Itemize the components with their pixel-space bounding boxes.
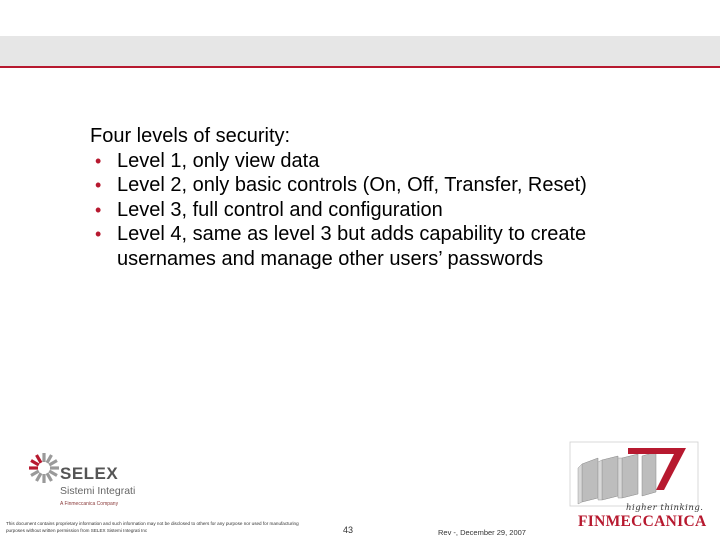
- bullet-text: Level 2, only basic controls (On, Off, Transfer, Reset): [117, 174, 587, 196]
- bullet-list: [90, 149, 610, 272]
- bullet-icon: •: [95, 199, 102, 220]
- bullet-icon: •: [95, 150, 102, 171]
- selex-subtitle: Sistemi Integrati: [60, 485, 136, 497]
- list-item: [90, 198, 610, 223]
- list-item: [90, 173, 610, 198]
- slide-body: [90, 124, 610, 271]
- slide-intro: Four levels of security:: [90, 125, 291, 147]
- bullet-icon: •: [95, 175, 102, 195]
- header-band: [0, 36, 720, 68]
- bullet-icon: •: [95, 224, 102, 244]
- finmeccanica-wordmark: FINMECCANICA: [578, 513, 707, 530]
- selex-tagline: A Finmeccanica Company: [60, 501, 119, 507]
- list-item: [90, 222, 610, 271]
- bullet-text: Level 1, only view data: [117, 149, 320, 172]
- bullet-text: Level 4, same as level 3 but adds capability to create usernames and manage other users’ passwords: [117, 223, 587, 270]
- bullet-text: Level 3, full control and configuration: [117, 198, 443, 221]
- revision-date: Rev -, December 29, 2007: [438, 528, 526, 537]
- selex-wordmark: SELEX: [60, 464, 119, 483]
- finmeccanica-tagline: higher thinking.: [626, 503, 704, 513]
- list-item: [90, 149, 610, 174]
- confidentiality-note: This document contains proprietary information and such information may not be disclosed to others for any purpose nor used for manufacturing purposes without written permission from SELEX Sistemi Integrati Inc: [6, 521, 299, 533]
- page-number: 43: [343, 525, 354, 535]
